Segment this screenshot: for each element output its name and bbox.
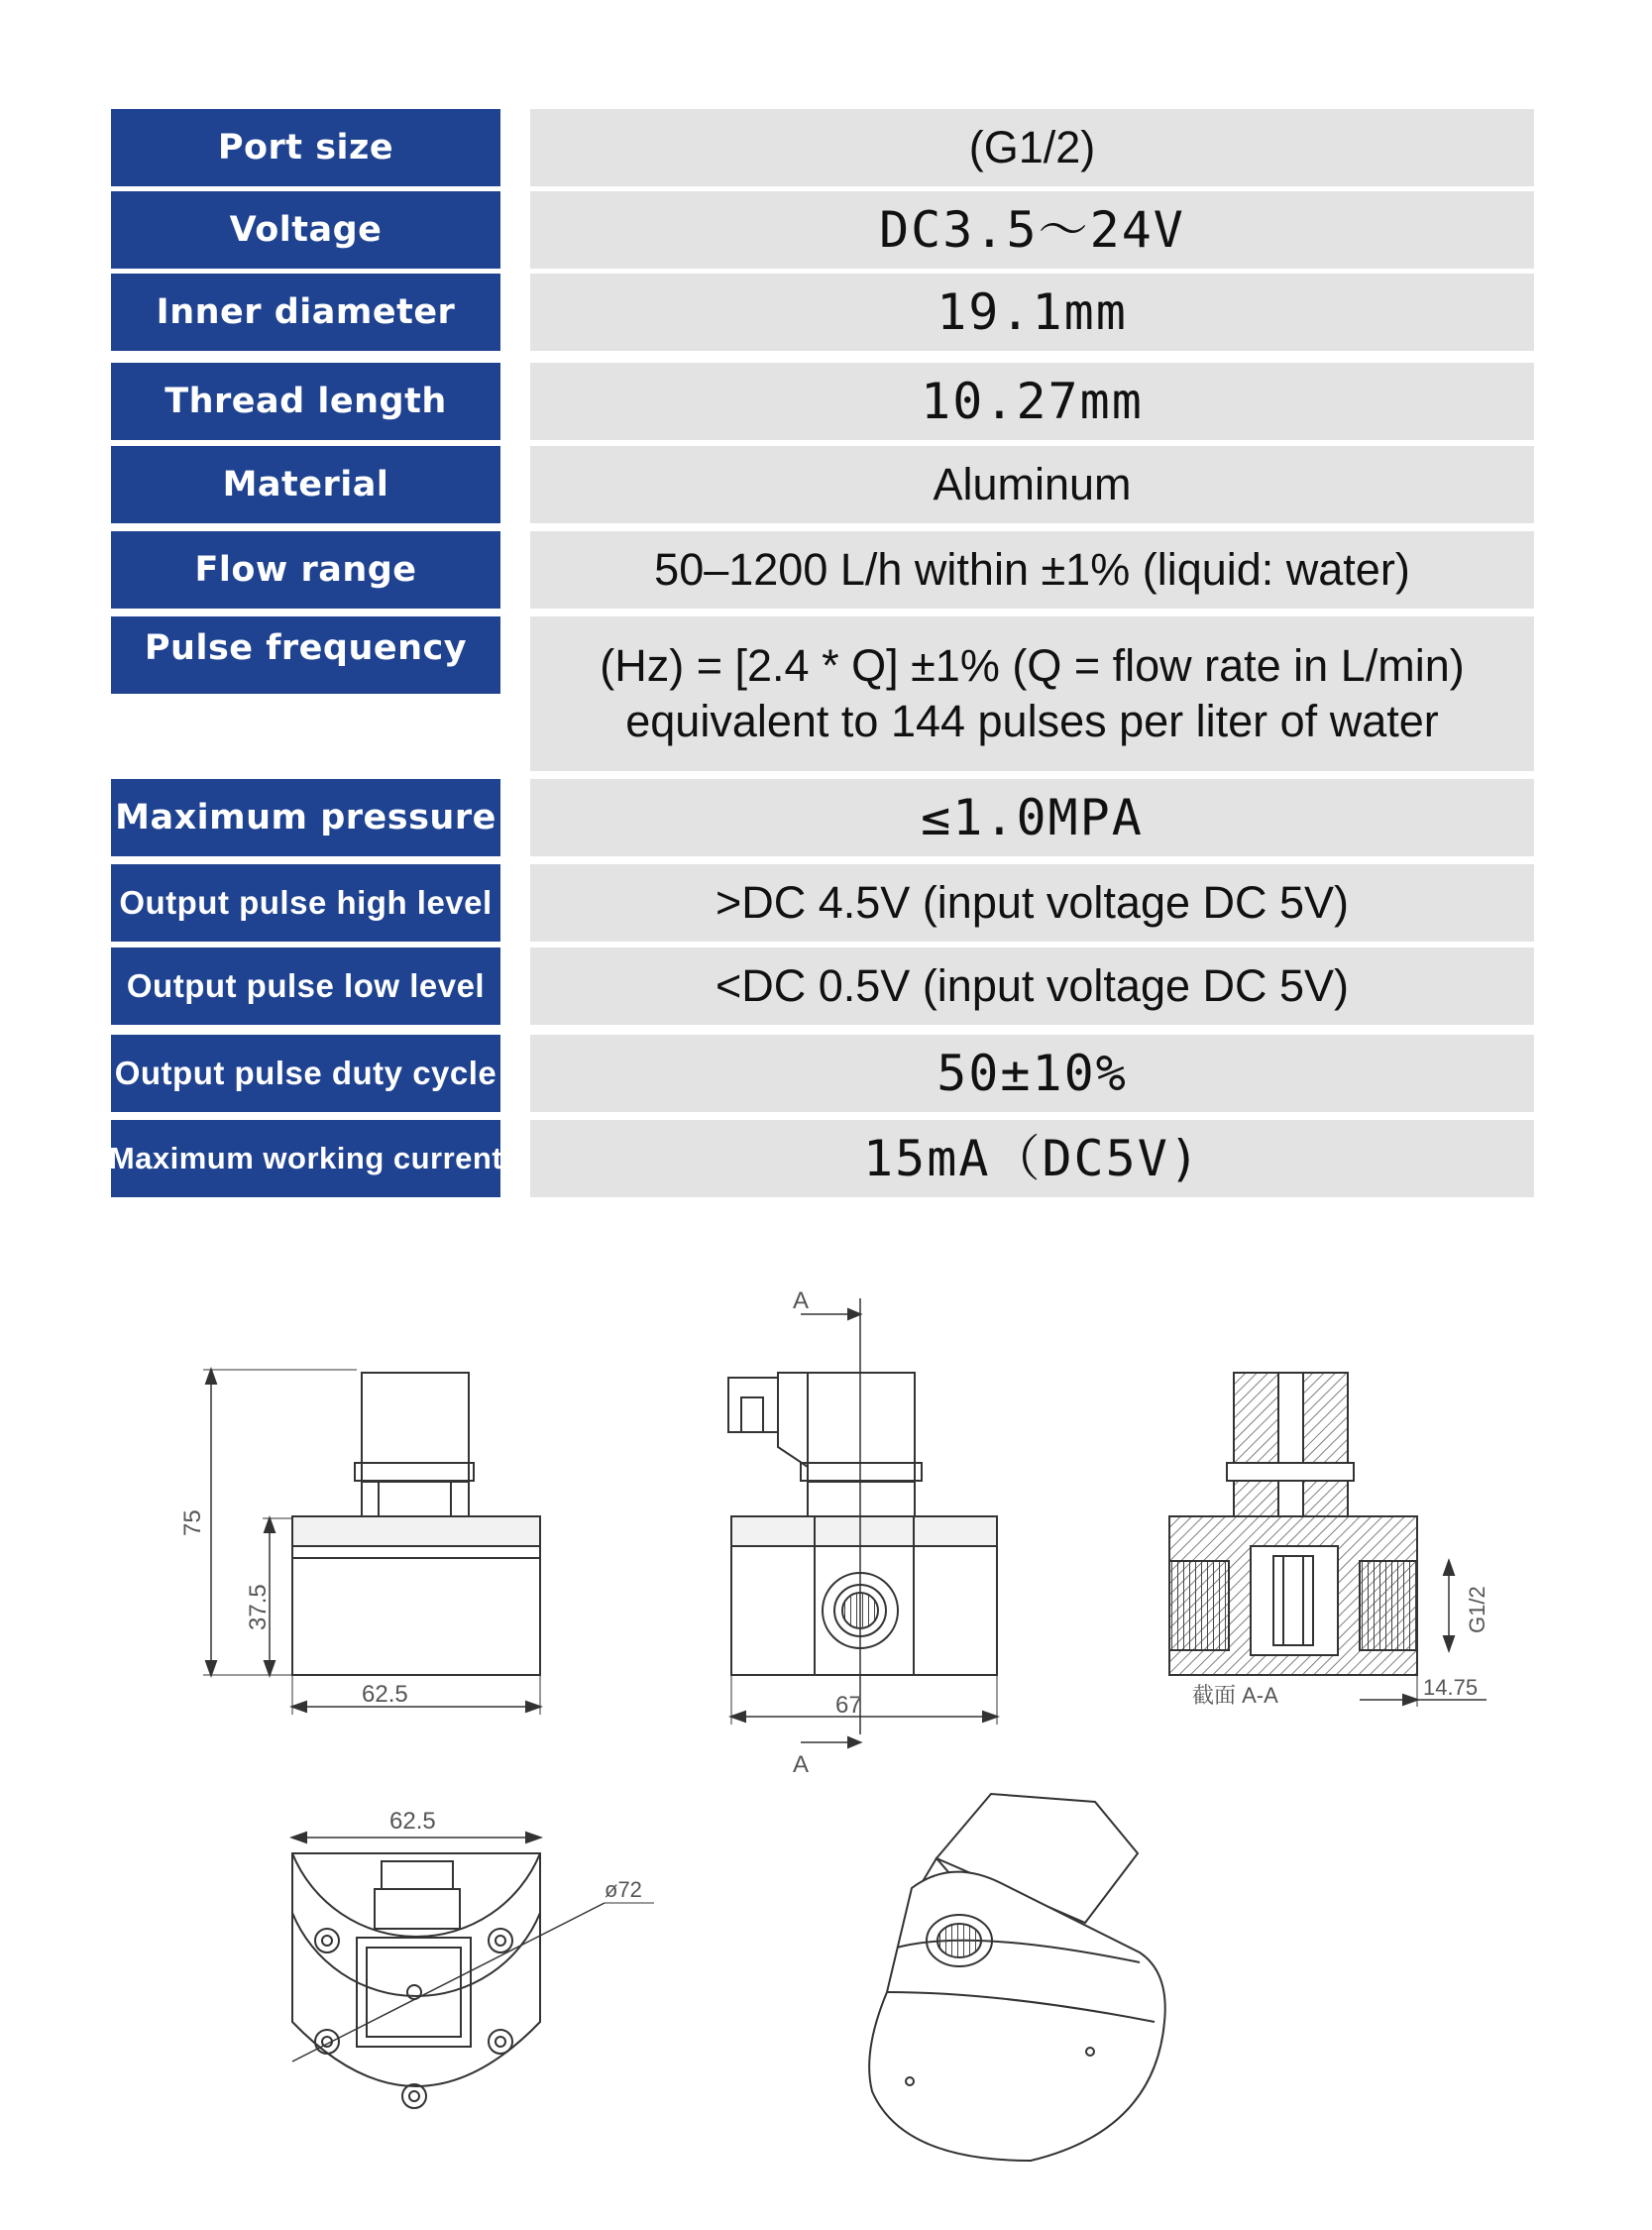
spec-label: Inner diameter (111, 274, 500, 351)
spec-label: Output pulse low level (111, 948, 500, 1025)
section-port: G1/2 (1465, 1586, 1489, 1633)
spec-row-working-current (0, 1120, 1652, 1197)
spec-label: Output pulse high level (111, 864, 500, 942)
spec-label: Voltage (111, 191, 500, 269)
section-view (1169, 1373, 1487, 1707)
spec-value: 19.1mm (530, 274, 1534, 351)
front-view (203, 1370, 540, 1715)
front-height-total: 75 (179, 1509, 206, 1536)
section-label-top: A (793, 1287, 810, 1314)
spec-row-output-low (0, 948, 1652, 1025)
spec-value: 50±10% (530, 1035, 1534, 1112)
spec-row-duty-cycle (0, 1035, 1652, 1112)
spec-value-line: equivalent to 144 pulses per liter of water (625, 696, 1439, 746)
section-thread: 14.75 (1423, 1675, 1479, 1700)
spec-label: Flow range (111, 531, 500, 609)
spec-value: Aluminum (530, 446, 1534, 523)
front-height-body: 37.5 (245, 1584, 272, 1630)
spec-label: Material (111, 446, 500, 523)
spec-row-inner-diameter (0, 274, 1652, 351)
side-width: 67 (835, 1692, 862, 1719)
spec-label: Output pulse duty cycle (111, 1035, 500, 1112)
spec-label: Port size (111, 109, 500, 186)
spec-row-output-high (0, 864, 1652, 942)
side-view (728, 1298, 997, 1747)
front-width: 62.5 (362, 1681, 408, 1708)
spec-row-maximum-pressure (0, 779, 1652, 856)
isometric-view (869, 1794, 1165, 2161)
spec-row-pulse-frequency (0, 616, 1652, 771)
spec-row-material (0, 446, 1652, 523)
spec-value-line: (Hz) = [2.4 * Q] ±1% (Q = flow rate in L/min) (600, 639, 1465, 691)
technical-drawings (0, 1239, 1652, 2230)
spec-value: <DC 0.5V (input voltage DC 5V) (530, 948, 1534, 1025)
spec-value: 10.27mm (530, 363, 1534, 440)
spec-row-flow-range (0, 531, 1652, 609)
spec-value: 15mA（DC5V) (530, 1120, 1534, 1197)
bottom-width: 62.5 (389, 1808, 436, 1835)
spec-label: Thread length (111, 363, 500, 440)
bottom-view (292, 1833, 654, 2108)
section-caption: 截面 A-A (1192, 1683, 1278, 1708)
bottom-diameter: ø72 (605, 1877, 642, 1902)
spec-row-thread-length (0, 363, 1652, 440)
spec-value: 50–1200 L/h within ±1% (liquid: water) (530, 531, 1534, 609)
spec-value (530, 616, 1534, 771)
spec-row-port-size (0, 109, 1652, 186)
connector-housing (362, 1373, 469, 1482)
section-label-bottom: A (793, 1751, 810, 1778)
spec-value: (G1/2) (530, 109, 1534, 186)
spec-value: DC3.5～24V (530, 191, 1534, 269)
spec-label: Pulse frequency (111, 616, 500, 694)
spec-value: >DC 4.5V (input voltage DC 5V) (530, 864, 1534, 942)
spec-row-voltage (0, 191, 1652, 269)
spec-label: Maximum working current (111, 1120, 500, 1197)
spec-value: ≤1.0MPA (530, 779, 1534, 856)
spec-label: Maximum pressure (111, 779, 500, 856)
